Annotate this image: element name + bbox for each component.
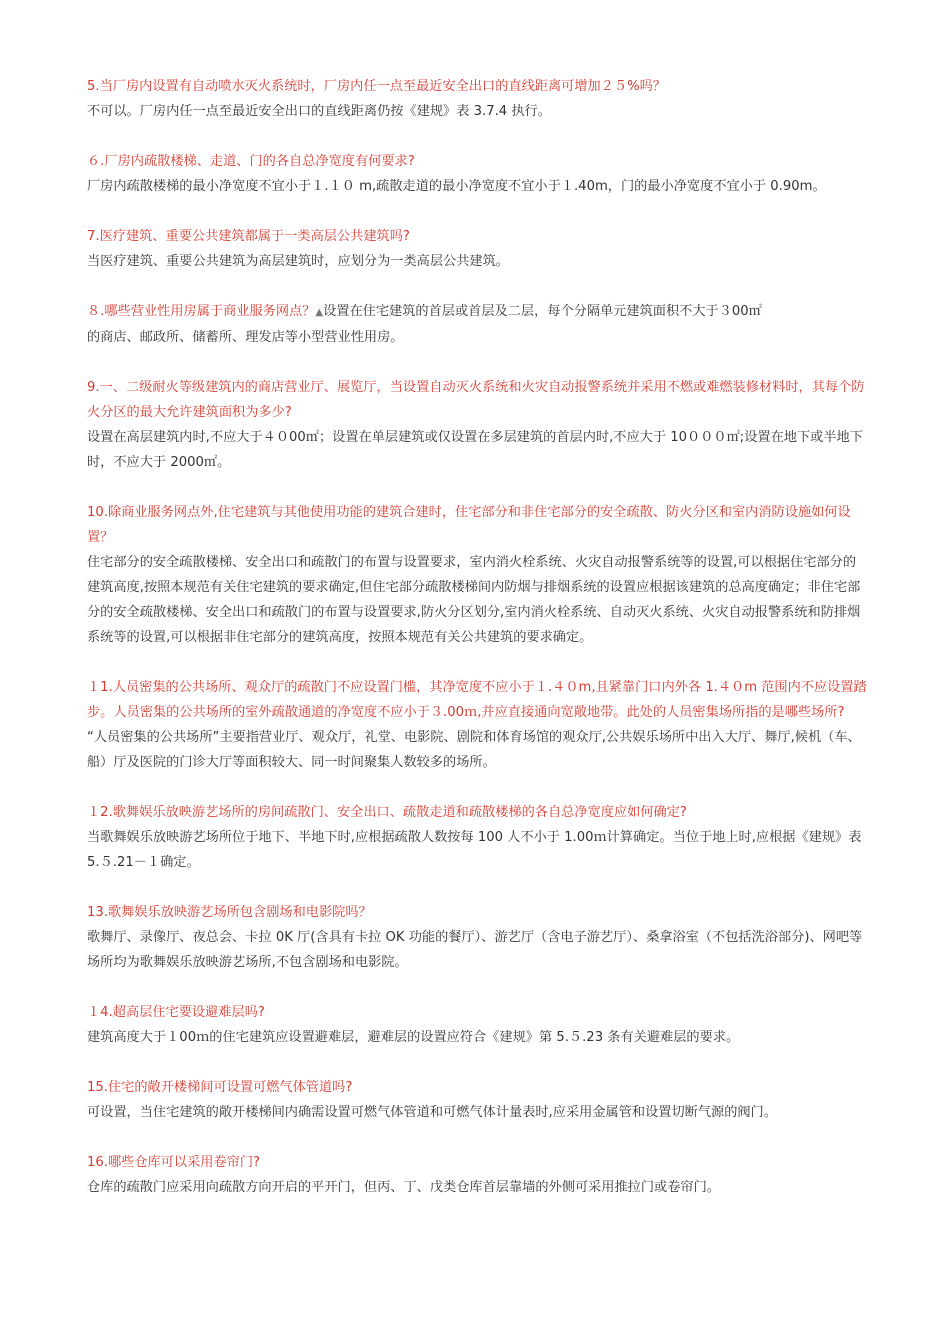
qa-item-9 — [87, 375, 867, 475]
question: 15.住宅的敞开楼梯间可设置可燃气体管道吗? — [87, 1080, 353, 1095]
question: 9.一、二级耐火等级建筑内的商店营业厅、展览厅，当设置自动灭火系统和火灾自动报警系统并采用不燃或难燃装修材料时，其每个防火分区的最大允许建筑面积为多少? — [87, 380, 865, 420]
answer: 歌舞厅、录像厅、夜总会、卡拉 0K 厅(含具有卡拉 OK 功能的餐厅）、游艺厅（含电子游艺厅）、桑拿浴室（不包括洗浴部分)、网吧等场所均为歌舞娱乐放映游艺场所,不包含剧场和电影院。 — [87, 930, 863, 970]
answer: 仓库的疏散门应采用向疏散方向开启的平开门，但丙、丁、戊类仓库首层靠墙的外侧可采用推拉门或卷帘门。 — [87, 1180, 720, 1195]
question: ６.厂房内疏散楼梯、走道、门的各自总净宽度有何要求? — [87, 154, 415, 169]
question: 16.哪些仓库可以采用卷帘门? — [87, 1155, 261, 1170]
qa-item-8 — [87, 299, 867, 350]
question: １1.人员密集的公共场所、观众厅的疏散门不应设置门槛，其净宽度不应小于１.４０m,且紧靠门口内外各 1.４０m 范围内不应设置踏步。人员密集的公共场所的室外疏散通道的净宽度不应小于３.00ｍ,并应直接通向宽敞地带。此处的人员密集场所指的是哪些场所? — [87, 680, 867, 720]
question: ８.哪些营业性用房属于商业服务网点？ — [87, 304, 316, 319]
question: １4.超高层住宅要设避难层吗? — [87, 1005, 265, 1020]
answer: 设置在高层建筑内时,不应大于４０00㎡；设置在单层建筑或仅设置在多层建筑的首层内时,不应大于 10０００㎡;设置在地下或半地下时，不应大于 2000㎡。 — [87, 430, 863, 470]
triangle-icon: ▲ — [315, 307, 324, 318]
answer: 不可以。厂房内任一点至最近安全出口的直线距离仍按《建规》表 3.7.4 执行。 — [87, 104, 551, 119]
qa-item-7 — [87, 224, 867, 274]
question-line — [87, 299, 867, 325]
answer: “人员密集的公共场所”主要指营业厅、观众厅，礼堂、电影院、剧院和体育场馆的观众厅,公共娱乐场所中出入大厅、舞厅,候机（车、船）厅及医院的门诊大厅等面积较大、同一时间聚集人数较多的场所。 — [87, 730, 861, 770]
answer: 当歌舞娱乐放映游艺场所位于地下、半地下时,应根据疏散人数按每 100 人不小于 1.00ｍ计算确定。当位于地上时,应根据《建规》表 5.５.21－１确定。 — [87, 830, 862, 870]
answer: 的商店、邮政所、储蓄所、理发店等小型营业性用房。 — [87, 330, 404, 345]
qa-item-11 — [87, 675, 867, 775]
question: １2.歌舞娱乐放映游艺场所的房间疏散门、安全出口、疏散走道和疏散楼梯的各自总净宽度应如何确定? — [87, 805, 687, 820]
question: 5.当厂房内设置有自动喷水灭火系统时，厂房内任一点至最近安全出口的直线距离可增加２５%吗？ — [87, 79, 666, 94]
qa-item-10 — [87, 500, 867, 650]
answer: 厂房内疏散楼梯的最小净宽度不宜小于１.１０ m,疏散走道的最小净宽度不宜小于１.40m，门的最小净宽度不宜小于 0.90m。 — [87, 179, 826, 194]
document-page — [87, 74, 867, 1225]
qa-item-6 — [87, 149, 867, 199]
answer: 住宅部分的安全疏散楼梯、安全出口和疏散门的布置与设置要求，室内消火栓系统、火灾自动报警系统等的设置,可以根据住宅部分的建筑高度,按照本规范有关住宅建筑的要求确定,但住宅部分疏散楼梯间内防烟与排烟系统的设置应根据该建筑的总高度确定；非住宅部分的安全疏散楼梯、安全出口和疏散门的布置与设置要求,防火分区划分,室内消火栓系统、自动灭火系统、火灾自动报警系统和防排烟系统等的设置,可以根据非住宅部分的建筑高度，按照本规范有关公共建筑的要求确定。 — [87, 555, 861, 645]
question: 10.除商业服务网点外,住宅建筑与其他使用功能的建筑合建时，住宅部分和非住宅部分的安全疏散、防火分区和室内消防设施如何设置？ — [87, 505, 851, 545]
qa-item-12 — [87, 800, 867, 875]
answer-inline: 设置在住宅建筑的首层或首层及二层，每个分隔单元建筑面积不大于３00㎡ — [323, 304, 762, 319]
question: 13.歌舞娱乐放映游艺场所包含剧场和电影院吗？ — [87, 905, 372, 920]
qa-item-15 — [87, 1075, 867, 1125]
answer: 建筑高度大于１00ｍ的住宅建筑应设置避难层，避难层的设置应符合《建规》第 5.５.23 条有关避难层的要求。 — [87, 1030, 740, 1045]
qa-item-16 — [87, 1150, 867, 1200]
qa-item-14 — [87, 1000, 867, 1050]
qa-item-13 — [87, 900, 867, 975]
answer: 可设置，当住宅建筑的敞开楼梯间内确需设置可燃气体管道和可燃气体计量表时,应采用金属管和设置切断气源的阀门。 — [87, 1105, 777, 1120]
question: 7.医疗建筑、重要公共建筑都属于一类高层公共建筑吗? — [87, 229, 410, 244]
qa-item-5 — [87, 74, 867, 124]
answer: 当医疗建筑、重要公共建筑为高层建筑时，应划分为一类高层公共建筑。 — [87, 254, 509, 269]
